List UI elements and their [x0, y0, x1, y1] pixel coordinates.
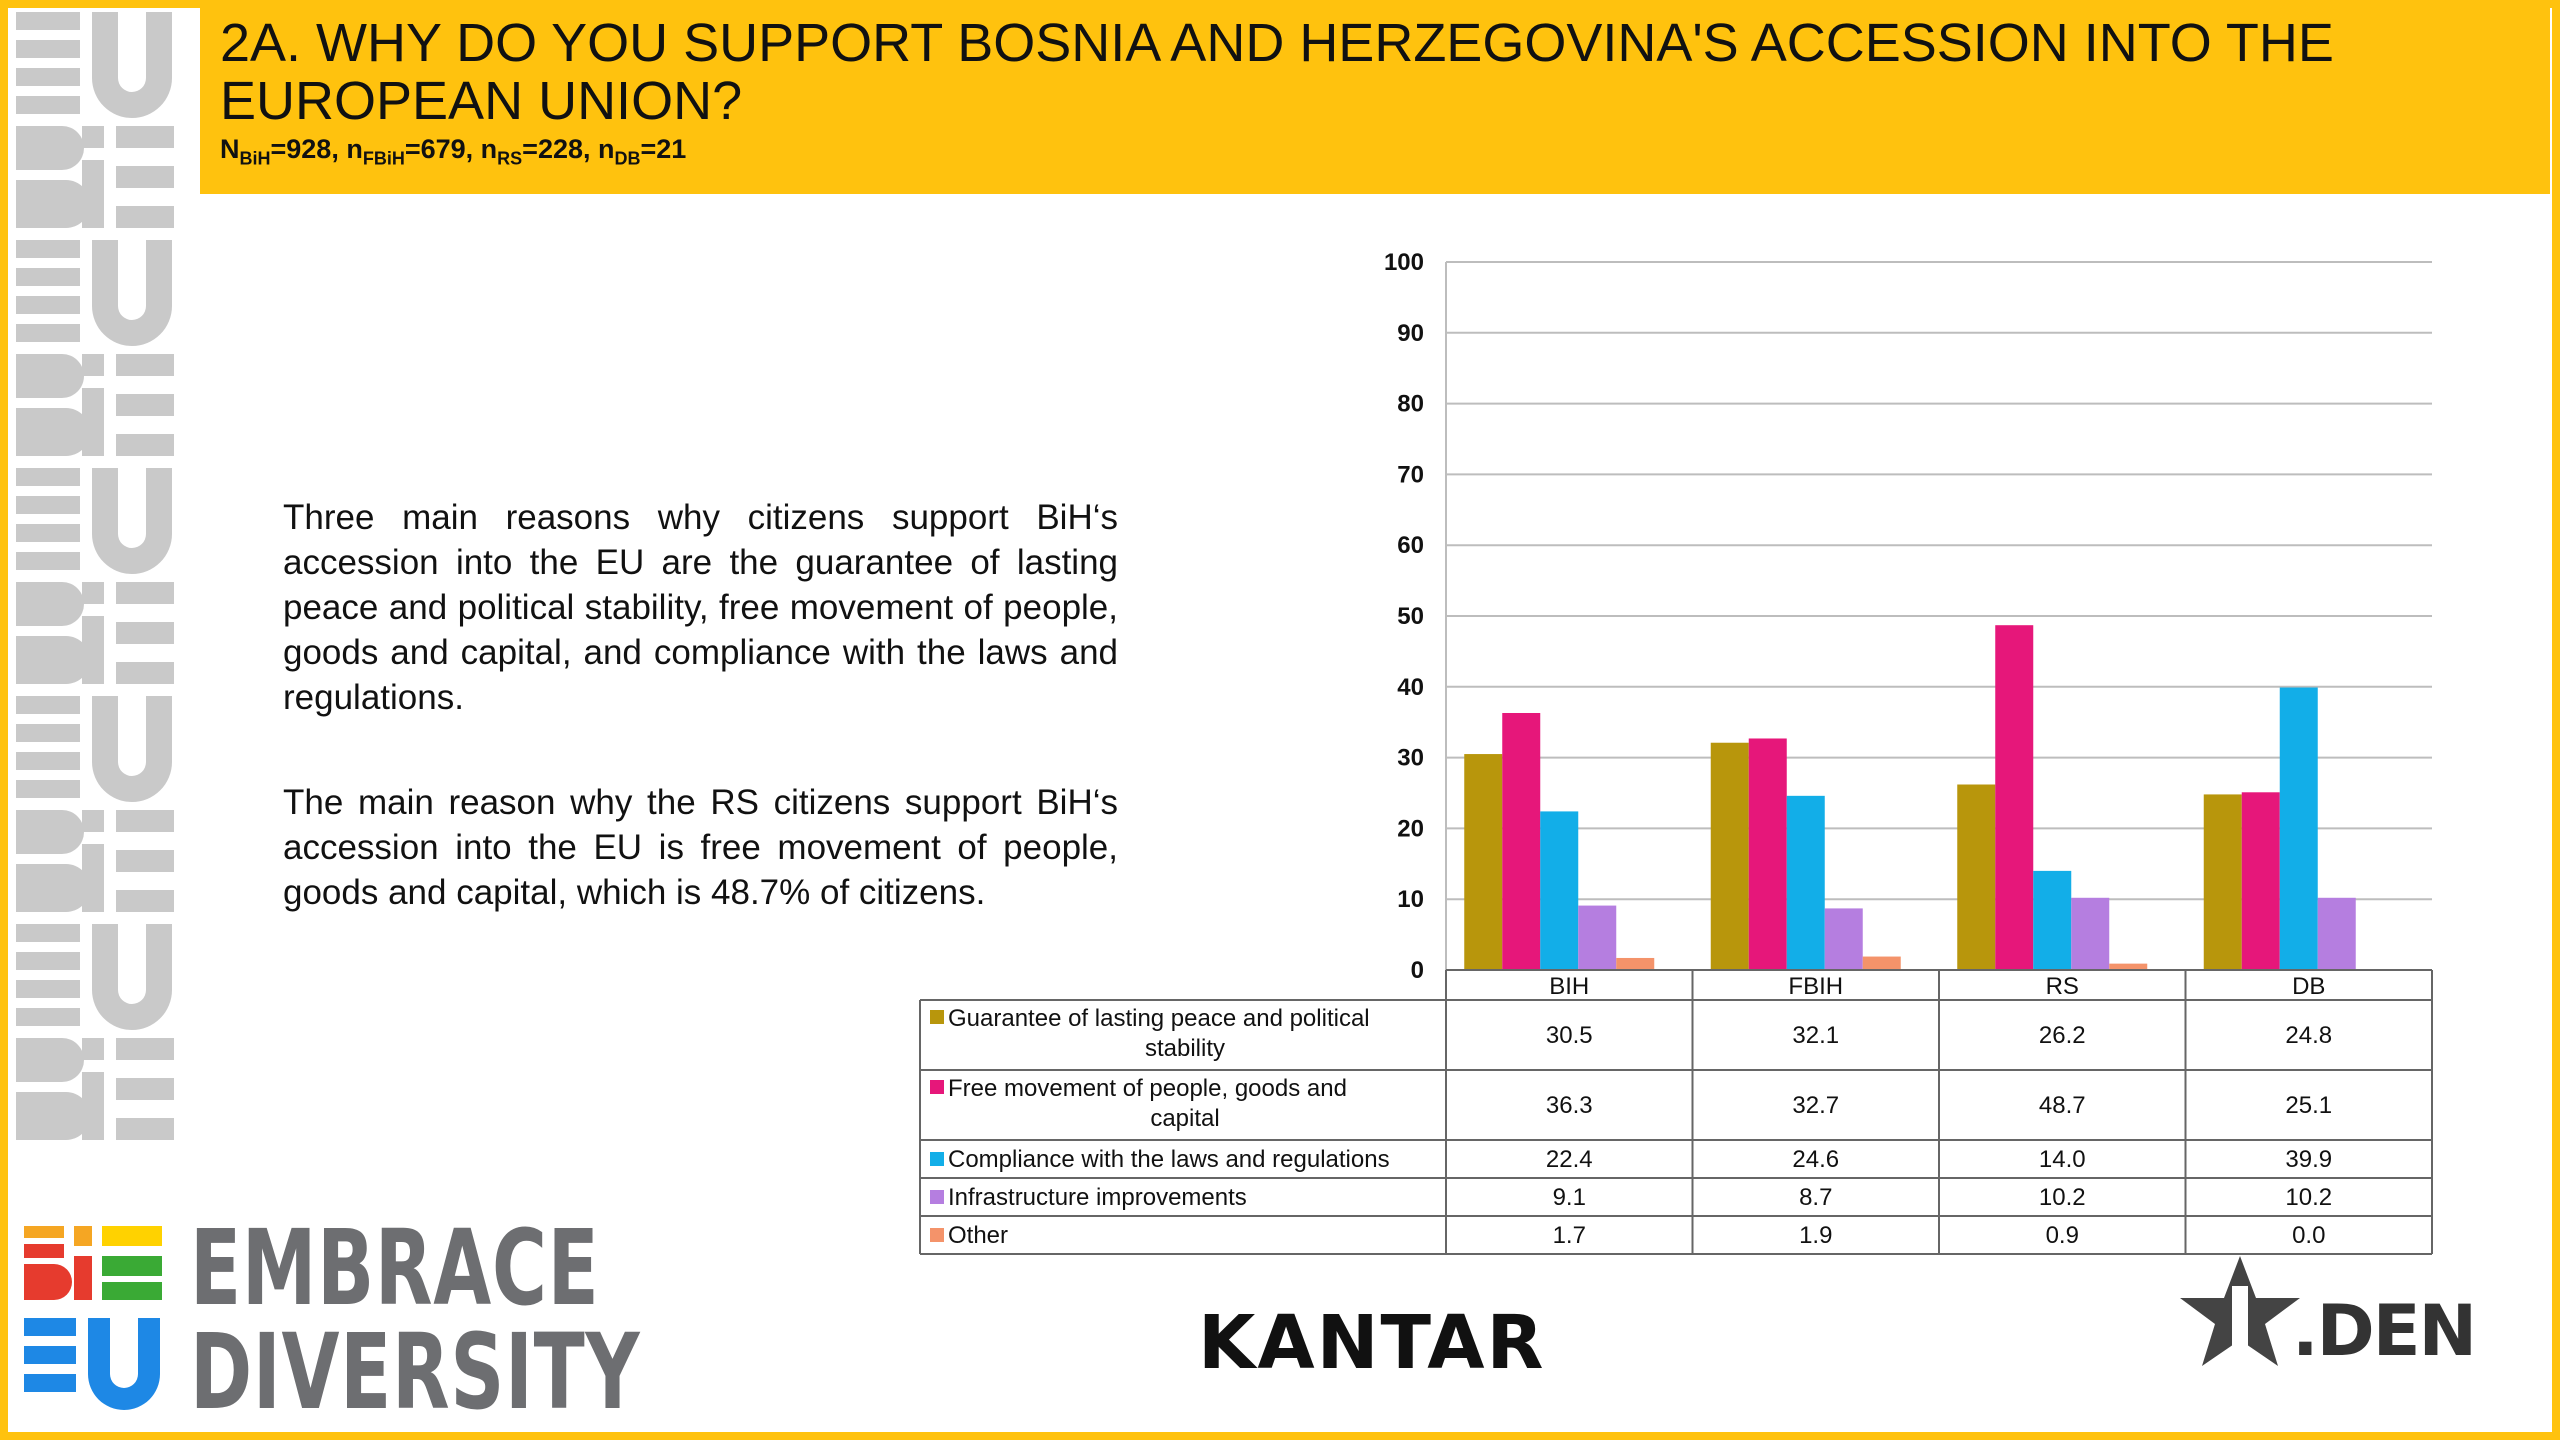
legend-label-4: Other	[948, 1222, 1009, 1249]
data-label-FBIH-3: 8.7	[1799, 1184, 1833, 1211]
den-logo-text: .DEN	[2292, 1290, 2476, 1372]
bar-FBIH-0	[1711, 743, 1749, 970]
bar-FBIH-4	[1863, 957, 1901, 970]
data-label-FBIH-1: 32.7	[1792, 1092, 1840, 1119]
legend-label-0: Guarantee of lasting peace and political stability	[948, 1005, 1370, 1062]
legend-swatch-0	[930, 1010, 944, 1024]
data-label-BIH-4: 1.7	[1552, 1222, 1586, 1249]
legend-swatch-3	[930, 1190, 944, 1204]
data-label-BIH-2: 22.4	[1545, 1146, 1593, 1173]
logo-wordmark	[190, 1207, 641, 1433]
data-label-FBIH-4: 1.9	[1799, 1222, 1833, 1249]
sample-size-1: $n_{FBiH}=679$,	[346, 134, 481, 169]
y-tick-label: 50	[1397, 603, 1424, 630]
data-label-RS-4: 0.9	[2045, 1222, 2079, 1249]
sample-size-0: $N_{BiH}=928$,	[220, 134, 347, 169]
y-tick-label: 80	[1397, 390, 1424, 418]
sample-size-2: $n_{RS}=228$,	[480, 134, 598, 169]
category-label-RS: RS	[2045, 973, 2079, 1000]
data-label-DB-4: 0.0	[2292, 1222, 2326, 1249]
category-label-BIH: BIH	[1549, 973, 1590, 1000]
summary-paragraph-2: The main reason why the RS citizens support BiH‘s accession into the EU is free movement of people, goods and capital, which is 48.7% of citizens.	[283, 783, 1118, 912]
legend-label-3: Infrastructure improvements	[948, 1184, 1247, 1211]
bar-RS-2	[2033, 871, 2071, 970]
y-tick-label: 10	[1397, 886, 1424, 914]
bar-DB-2	[2280, 688, 2318, 970]
bar-BIH-1	[1502, 713, 1540, 970]
bar-BIH-3	[1578, 906, 1616, 970]
data-label-FBIH-2: 24.6	[1792, 1146, 1840, 1173]
bar-FBIH-1	[1749, 738, 1787, 970]
data-label-DB-1: 25.1	[2285, 1092, 2333, 1119]
data-label-BIH-3: 9.1	[1552, 1184, 1586, 1211]
bar-DB-1	[2242, 792, 2280, 970]
data-label-RS-3: 10.2	[2038, 1184, 2086, 1211]
legend-label-2: Compliance with the laws and regulations	[948, 1146, 1390, 1173]
y-tick-label: 70	[1397, 461, 1424, 489]
bar-DB-3	[2318, 898, 2356, 970]
legend-swatch-2	[930, 1152, 944, 1166]
bar-RS-0	[1957, 785, 1995, 970]
bar-FBIH-3	[1825, 908, 1863, 970]
sample-size-3: $n_{DB}=21$	[598, 134, 687, 169]
data-label-DB-2: 39.9	[2285, 1146, 2333, 1173]
y-tick-label: 40	[1397, 673, 1424, 701]
y-tick-label: 60	[1397, 532, 1424, 560]
legend-label-1: Free movement of people, goods and capital	[948, 1075, 1347, 1132]
summary-paragraph-1: Three main reasons why citizens support BiH‘s accession into the EU are the guarantee of lasting peace and political stability, free movement of people, goods and capital, and compliance with the laws and regulations.	[283, 498, 1118, 717]
kantar-logo: KANTAR	[1198, 1300, 1546, 1386]
bar-RS-3	[2071, 898, 2109, 970]
page-title: 2A. WHY DO YOU SUPPORT BOSNIA AND HERZEGOVINA'S ACCESSION INTO THE EUROPEAN UNION?	[220, 13, 2334, 131]
data-label-BIH-1: 36.3	[1545, 1092, 1593, 1119]
bar-RS-1	[1995, 625, 2033, 970]
data-label-RS-0: 26.2	[2038, 1022, 2086, 1049]
y-tick-label: 0	[1410, 957, 1424, 984]
bar-BIH-2	[1540, 811, 1578, 970]
legend-swatch-1	[930, 1080, 944, 1094]
bar-BIH-4	[1616, 958, 1654, 970]
y-tick-label: 100	[1383, 249, 1424, 276]
bar-DB-0	[2204, 794, 2242, 970]
data-label-DB-3: 10.2	[2285, 1184, 2333, 1211]
logo-line-diversity: DIVERSITY	[190, 1311, 641, 1433]
data-label-FBIH-0: 32.1	[1792, 1022, 1840, 1049]
category-label-DB: DB	[2292, 973, 2326, 1000]
data-label-RS-2: 14.0	[2038, 1146, 2086, 1173]
data-label-BIH-0: 30.5	[1545, 1022, 1593, 1049]
category-label-FBIH: FBIH	[1788, 973, 1844, 1000]
y-tick-label: 20	[1397, 815, 1424, 843]
embrace-diversity-logo	[20, 1207, 641, 1433]
bar-BIH-0	[1464, 754, 1502, 970]
logo-line-embrace: EMBRACE	[190, 1207, 600, 1329]
y-tick-label: 90	[1397, 319, 1424, 347]
data-label-DB-0: 24.8	[2285, 1022, 2333, 1049]
bar-FBIH-2	[1787, 796, 1825, 970]
legend-swatch-4	[930, 1228, 944, 1242]
data-label-RS-1: 48.7	[2038, 1092, 2086, 1119]
bih-eu-logo-mark	[20, 1222, 170, 1422]
y-tick-label: 30	[1397, 744, 1424, 772]
